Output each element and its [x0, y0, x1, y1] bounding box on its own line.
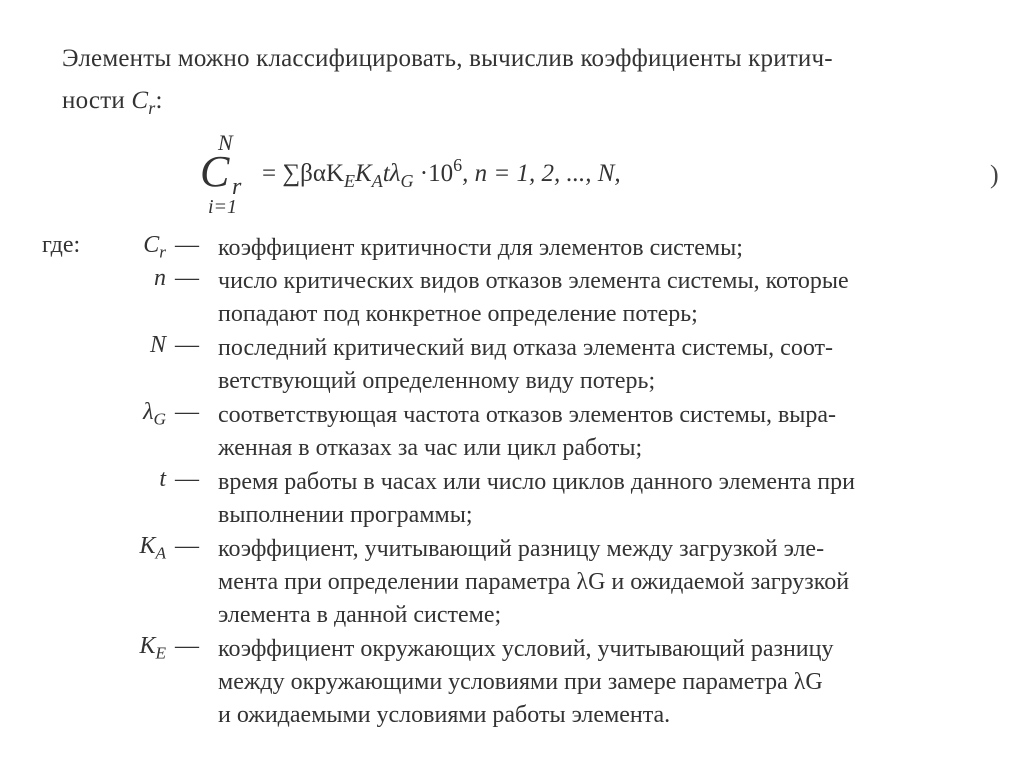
- intro-colon: :: [155, 87, 163, 114]
- definition-symbol: t: [159, 466, 166, 492]
- definition-text-line: выполнении программы;: [218, 502, 473, 528]
- criticality-formula: [200, 130, 800, 225]
- where-label: где:: [42, 232, 81, 258]
- definition-text-line: попадают под конкретное определение потерь;: [218, 301, 698, 327]
- definition-text-line: последний критический вид отказа элемента системы, соот-: [218, 335, 833, 361]
- definition-text: [218, 399, 1013, 465]
- definition-symbol: $K_A$: [139, 533, 166, 563]
- definition-dash: —: [175, 533, 199, 559]
- definition-dash: —: [175, 466, 199, 492]
- definition-text: [218, 533, 1013, 632]
- definition-text: [218, 265, 1013, 331]
- formula-lhs-symbol: C: [200, 147, 230, 196]
- formula-lhs-subscript: r: [232, 174, 242, 200]
- definition-text-line: коэффициент окружающих условий, учитывающий разницу: [218, 636, 834, 662]
- cr-symbol: $C_r$: [131, 87, 156, 118]
- definition-dash: —: [175, 332, 199, 358]
- definition-text: [218, 466, 1013, 532]
- intro-line-2-prefix: ности: [62, 87, 125, 114]
- definition-text-line: элемента в данной системе;: [218, 602, 502, 628]
- definition-text-line: и ожидаемыми условиями работы элемента.: [218, 702, 671, 728]
- definition-dash: —: [175, 633, 199, 659]
- intro-paragraph: [62, 38, 1002, 122]
- definition-text-line: время работы в часах или число циклов данного элемента при: [218, 469, 855, 495]
- definition-text-line: между окружающими условиями при замере параметра λG: [218, 669, 823, 695]
- intro-line-1: Элементы можно классифицировать, вычислив коэффициенты критич-: [62, 45, 833, 72]
- definition-symbol: $\lambda_G$: [143, 399, 166, 429]
- sum-upper-limit: N: [218, 130, 233, 155]
- definition-symbol: $C_r$: [143, 232, 166, 262]
- definition-text: [218, 232, 1013, 265]
- definition-text-line: коэффициент, учитывающий разницу между загрузкой эле-: [218, 536, 825, 562]
- definition-dash: —: [175, 232, 199, 258]
- intro-line-2: [62, 80, 1002, 122]
- definition-text: [218, 332, 1013, 398]
- definition-text-line: женная в отказах за час или цикл работы;: [218, 435, 643, 461]
- definition-text-line: соответствующая частота отказов элементов системы, выра-: [218, 402, 837, 428]
- definition-symbol: N: [149, 332, 166, 358]
- definition-dash: —: [175, 399, 199, 425]
- definition-dash: —: [175, 265, 199, 291]
- formula-rhs: = $\sum\beta\alpha K_EK_At\lambda_G \cdot 10^6$, n = 1, 2, ..., N,: [262, 155, 621, 191]
- definition-text-line: мента при определении параметра λG и ожидаемой загрузкой: [218, 569, 850, 595]
- definition-text-line: ветствующий определенному виду потерь;: [218, 368, 656, 394]
- formula-bracket: ): [990, 160, 999, 189]
- definition-text-line: коэффициент критичности для элементов системы;: [218, 235, 743, 261]
- definition-text-line: число критических видов отказов элемента системы, которые: [218, 268, 849, 294]
- definition-symbol: n: [154, 265, 166, 291]
- sum-lower-limit: i=1: [208, 196, 238, 218]
- definition-symbol: $K_E$: [139, 633, 166, 663]
- definition-text: [218, 633, 1013, 732]
